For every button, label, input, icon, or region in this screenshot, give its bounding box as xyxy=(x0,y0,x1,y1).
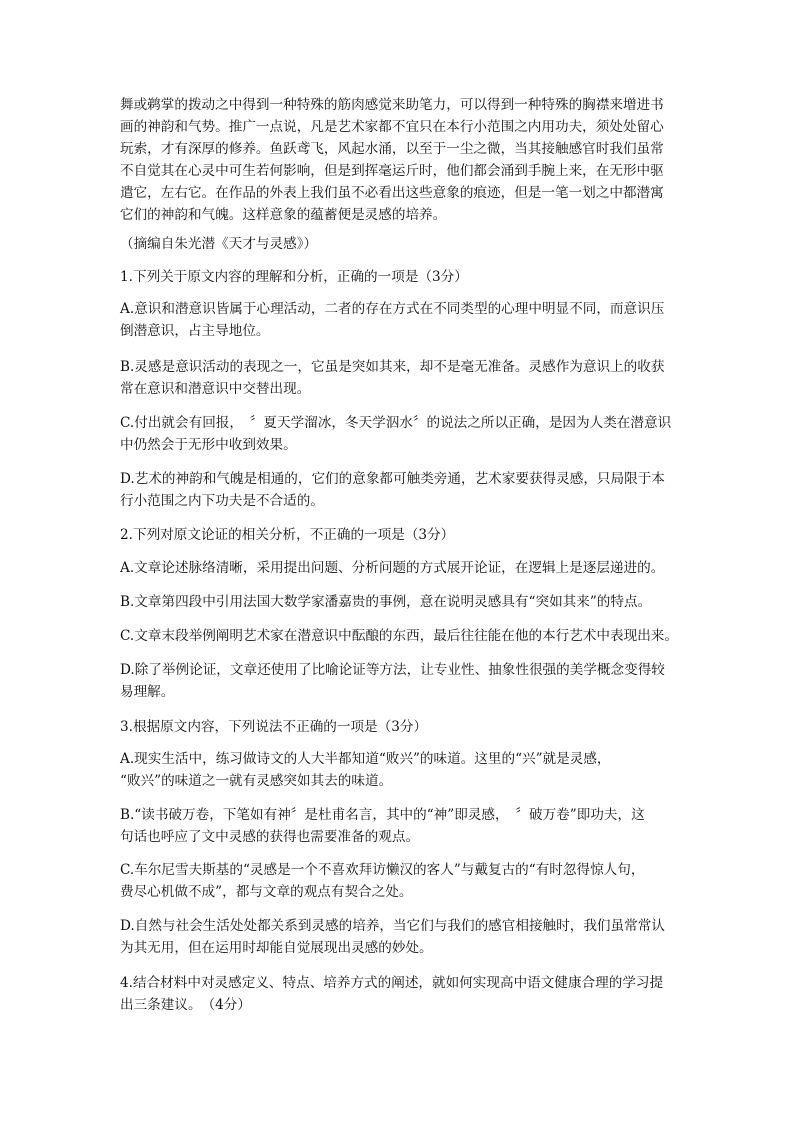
question-3-option-b xyxy=(120,804,680,848)
question-2-option-a-line: A.文章论述脉络清晰，采用提出问题、分析问题的方式展开论证，在逻辑上是逐层递进的。 xyxy=(120,560,665,576)
question-3-option-a-line: A.现实生活中，练习做诗文的人大半都知道“败兴”的味道。这里的“兴”就是灵感， xyxy=(120,751,611,767)
article-paragraph xyxy=(120,94,680,226)
question-2-option-d-line: D.除了举例论证，文章还使用了比喻论证等方法，让专业性、抽象性很强的美学概念变得较 xyxy=(120,662,665,678)
question-2-option-a xyxy=(120,557,680,579)
question-3-option-b-line: 句话也呼应了文中灵感的获得也需要准备的观点。 xyxy=(120,829,420,845)
question-2-stem xyxy=(120,524,680,546)
question-1-stem-line: 1.下列关于原文内容的理解和分析，正确的一项是（3分） xyxy=(120,269,468,285)
question-3-option-b-line: B.“读书破万卷，下笔如有神〞是杜甫名言，其中的“神”即灵感， 〞破万卷”即功夫，这 xyxy=(120,807,645,823)
question-1-option-b-line: 常在意识和潜意识中交替出现。 xyxy=(120,381,311,397)
question-1-option-b-line: B.灵感是意识活动的表现之一，它虽是突如其来，却不是毫无准备。灵感作为意识上的收获 xyxy=(120,359,665,375)
question-1-option-c-line: C.付出就会有回报， 〞夏天学溜冰，冬天学泅水〞的说法之所以正确，是因为人类在潜意识 xyxy=(120,415,672,431)
article-source xyxy=(120,233,680,255)
article-paragraph-line: 舞或鹈掌的拨动之中得到一种特殊的筋肉感觉来助笔力，可以得到一种特殊的胸襟来增进书 xyxy=(120,97,664,113)
question-2-option-b-line: B.文章第四段中引用法国大数学家潘嘉贵的事例，意在说明灵感具有“突如其来”的特点。 xyxy=(120,594,652,610)
question-1-option-b xyxy=(120,356,680,400)
article-paragraph-line: 画的神韵和气势。推广一点说，凡是艺术家都不宜只在本行小范围之内用功夫，须处处留心 xyxy=(120,119,664,135)
question-3-option-a xyxy=(120,748,680,792)
question-4-stem xyxy=(120,972,680,1016)
question-1-option-d-line: D.艺术的神韵和气魄是相通的，它们的意象都可触类旁通，艺术家要获得灵感，只局限于本 xyxy=(120,471,665,487)
question-3-option-c xyxy=(120,859,680,903)
question-3-option-d-line: D.自然与社会生活处处都关系到灵感的培养，当它们与我们的感官相接触时，我们虽常常认 xyxy=(120,918,665,934)
question-1-stem xyxy=(120,266,680,288)
question-1-option-a-line: 倒潜意识，占主导地位。 xyxy=(120,323,270,339)
article-source-line: （摘编自朱光潜《天才与灵感》） xyxy=(120,236,318,252)
question-1-option-c xyxy=(120,412,680,456)
question-3-option-d-line: 为其无用，但在运用时却能自觉展现出灵感的妙处。 xyxy=(120,940,433,956)
question-3-option-c-line: C.车尔尼雪夫斯基的“灵感是一个不喜欢拜访懒汉的客人”与戴复古的“有时忽得惊人句， xyxy=(120,862,645,878)
question-2-stem-line: 2.下列对原文论证的相关分析，不正确的一项是（3分） xyxy=(120,527,455,543)
question-1-option-d xyxy=(120,468,680,512)
article-paragraph-line: 遣它，左右它。在作品的外表上我们虽不必看出这些意象的痕迹，但是一笔一划之中都潜寓 xyxy=(120,185,664,201)
article-paragraph-line: 它们的神韵和气魄。这样意象的蕴蓄便是灵感的培养。 xyxy=(120,207,447,223)
question-4-stem-line: 4.结合材料中对灵感定义、特点、培养方式的阐述，就如何实现高中语文健康合理的学习提 xyxy=(120,975,664,991)
question-1-option-a xyxy=(120,298,680,342)
question-3-option-a-line: “败兴”的味道之一就有灵感突如其去的味道。 xyxy=(120,773,393,789)
question-2-option-d xyxy=(120,659,680,703)
article-paragraph-line: 玩索，才有深厚的修养。鱼跃鸢飞，风起水涌，以至于一尘之微，当其接触感官时我们虽常 xyxy=(120,141,664,157)
question-2-option-b xyxy=(120,591,680,613)
question-3-option-d xyxy=(120,915,680,959)
question-1-option-a-line: A.意识和潜意识皆属于心理活动，二者的存在方式在不同类型的心理中明显不同，而意识压 xyxy=(120,301,665,317)
question-1-option-c-line: 中仍然会于无形中收到效果。 xyxy=(120,437,297,453)
question-2-option-c-line: C.文章末段举例阐明艺术家在潜意识中酝酿的东西，最后往往能在他的本行艺术中表现出来。 xyxy=(120,628,678,644)
question-3-option-c-line: 费尽心机做不成”，都与文章的观点有契合之处。 xyxy=(120,884,413,900)
question-3-stem-line: 3.根据原文内容，下列说法不正确的一项是（3分） xyxy=(120,719,428,735)
question-2-option-c xyxy=(120,625,680,647)
article-paragraph-line: 不自觉其在心灵中可生若何影响，但是到挥毫运斤时，他们都会涌到手腕上来，在无形中驱 xyxy=(120,163,664,179)
question-1-option-d-line: 行小范围之内下功夫是不合适的。 xyxy=(120,493,324,509)
question-2-option-d-line: 易理解。 xyxy=(120,684,175,700)
question-3-stem xyxy=(120,716,680,738)
question-4-stem-line: 出三条建议。 （4分） xyxy=(120,997,251,1013)
